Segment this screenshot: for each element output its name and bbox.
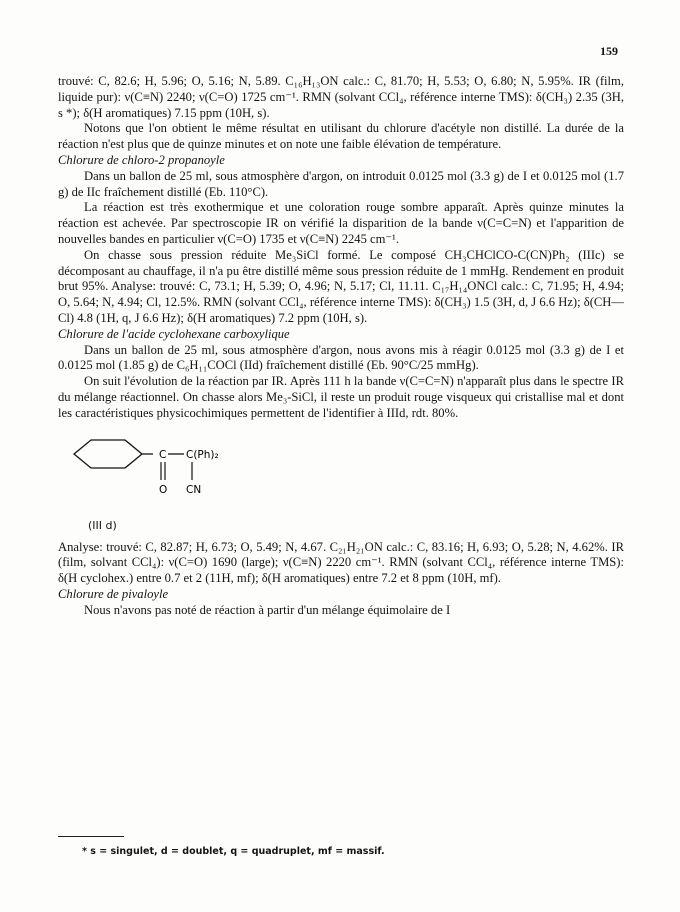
paragraph-analysis-iiib: trouvé: C, 82.6; H, 5.96; O, 5.16; N, 5.89. C₁₆H₁₃ON calc.: C, 81.70; H, 5.53; O, 6.80; N, 5.95%. IR (film, liquide pur): ν(C≡N) 2240; ν(C=O) 1725 cm⁻¹. RMN (solvant CCl₄, référence interne TMS): δ(CH₃) 2.35 (3H, s *); δ(H aromatiques) 7.15 ppm (10H, s).	[58, 74, 624, 120]
atom-carbonyl-carbon: C	[159, 448, 167, 461]
paragraph-analysis-iiic: On chasse sous pression réduite Me₃SiCl formé. Le composé CH₃CHClCO-C(CN)Ph₂ (IIIc) se décomposant au chauffage, il n'a pu être distillé même sous pression réduite de 1 mmHg. Rendement en produit brut 95%. Analyse: trouvé: C, 73.1; H, 5.39; O, 4.96; N, 5.17; Cl, 11.11. C₁₇H₁₄ONCl calc.: C, 71.95; H, 4.94; O, 5.64; N, 4.94; Cl, 12.5%. RMN (solvant CCl₄, référence interne TMS): δ(CH₃) 1.5 (3H, d, J 6.6 Hz); δ(CH—Cl) 4.8 (1H, q, J 6.6 Hz); δ(H aromatiques) 7.2 ppm (10H, s).	[58, 247, 624, 325]
structure-drawing	[58, 432, 298, 522]
paragraph-reaction-iic: La réaction est très exothermique et une coloration rouge sombre apparaît. Après quinze minutes la réaction est achevée. Par spectroscopie IR on vérifié la disparition de la bande ν(C=C=N) et l'apparition de nouvelles bandes en particulier ν(C=O) 1735 et ν(C≡N) 2245 cm⁻¹.	[58, 200, 624, 246]
atom-oxygen: O	[159, 483, 168, 496]
cyclohexane-ring	[74, 440, 142, 468]
atom-diphenylcarbon: C(Ph)₂	[186, 448, 219, 461]
paragraph-procedure-iic: Dans un ballon de 25 ml, sous atmosphère d'argon, on introduit 0.0125 mol (3.3 g) de I et 0.0125 mol (1.7 g) de IIc fraîchement distillé (Eb. 110°C).	[58, 168, 624, 199]
section-heading-pivaloyle: Chlorure de pivaloyle	[58, 586, 169, 601]
paragraph-reaction-iid: On suit l'évolution de la réaction par IR. Après 111 h la bande ν(C=C=N) n'apparaît plus dans le spectre IR du mélange réactionnel. On chasse alors Me₃-SiCl, il reste un produit rouge visqueux qui cristallise mal et dont les caractéristiques physicochimiques permettent de l'identifier à IIId, rdt. 80%.	[58, 374, 624, 420]
footnote-rule	[58, 836, 124, 837]
section-heading-cyclohexane: Chlorure de l'acide cyclohexane carboxylique	[58, 326, 290, 341]
paragraph-acetyl-note: Notons que l'on obtient le même résultat en utilisant du chlorure d'acétyle non distillé. La durée de la réaction n'est plus que de quinze minutes et on note une faible élévation de température.	[58, 121, 624, 152]
compound-label: (III d)	[88, 518, 117, 532]
atom-nitrile: CN	[186, 483, 202, 496]
paragraph-analysis-iiid: Analyse: trouvé: C, 82.87; H, 6.73; O, 5.49; N, 4.67. C₂₁H₂₁ON calc.: C, 83.16; H, 6.93; O, 5.28; N, 4.62%. IR (film, solvant CCl₄): ν(C=O) 1690 (large); ν(C≡N) 2220 cm⁻¹. RMN (solvant CCl₄, référence interne TMS): δ(H cyclohex.) entre 0.7 et 2 (11H, mf); δ(H aromatiques) entre 7.2 et 8 ppm (10H, mf).	[58, 539, 624, 586]
body-text	[58, 74, 624, 619]
page-number: 159	[600, 44, 618, 58]
footnote: * s = singulet, d = doublet, q = quadruplet, mf = massif.	[82, 846, 385, 857]
section-heading-chloropropanoyle: Chlorure de chloro-2 propanoyle	[58, 152, 225, 167]
chemical-structure-iiid	[58, 432, 624, 538]
paragraph-pivaloyle: Nous n'avons pas noté de réaction à partir d'un mélange équimolaire de I	[84, 602, 451, 617]
paragraph-procedure-iid: Dans un ballon de 25 ml, sous atmosphère d'argon, nous avons mis à réagir 0.0125 mol (3.3 g) de I et 0.0125 mol (1.85 g) de C₆H₁₁COCl (IId) fraîchement distillé (Eb. 90°C/25 mmHg).	[58, 342, 624, 373]
